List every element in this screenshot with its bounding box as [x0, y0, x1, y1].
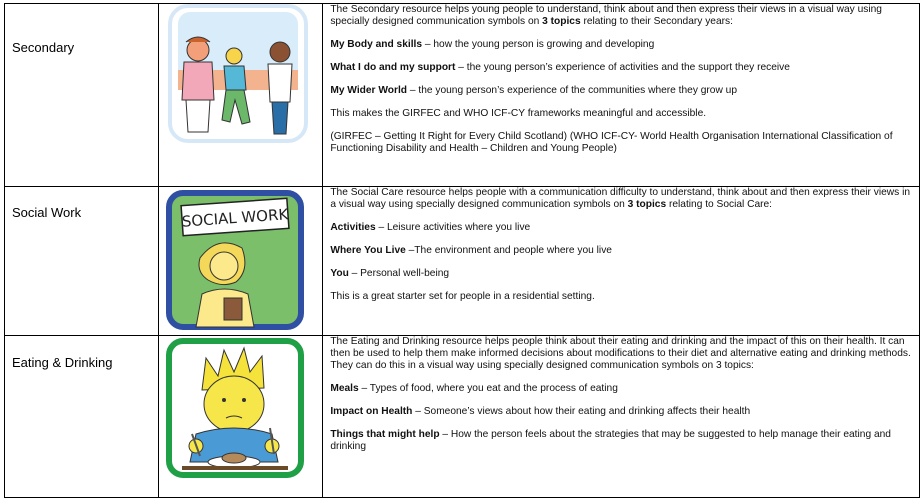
row-label-cell [5, 187, 159, 336]
image-cell [159, 336, 323, 498]
topic-desc: – Someone’s views about how their eating and drinking affects their health [412, 406, 751, 417]
resource-label: Social Work [12, 205, 82, 220]
topic-item [330, 85, 913, 97]
intro-paragraph [330, 336, 913, 372]
intro-text: The Eating and Drinking resource helps people think about their eating and drinking and the impact of this on their health. It can then be used to help them make informed decisions about modifications to their diet and alternative eating and drinking methods. They can do this in a visual way using specially designed communication symbols on 3 topics: [330, 336, 911, 371]
table-row [5, 4, 920, 187]
secondary-resource-illustration [168, 4, 322, 148]
topic-desc: – how the young person is growing and developing [422, 39, 655, 50]
topic-desc: – Leisure activities where you live [375, 222, 531, 233]
resource-description [323, 187, 919, 303]
note-paragraph: This makes the GIRFEC and WHO ICF-CY frameworks meaningful and accessible. [330, 108, 707, 119]
resources-table [4, 3, 920, 498]
topic-desc: –The environment and people where you live [405, 245, 612, 256]
intro-bold-text: 3 topics [627, 199, 667, 210]
resource-label: Eating & Drinking [12, 355, 113, 370]
topic-term: Activities [330, 222, 376, 233]
resource-label: Secondary [12, 40, 75, 55]
intro-bold-text: 3 topics [542, 16, 581, 27]
topic-term: My Wider World [330, 85, 408, 96]
note-paragraph: This is a great starter set for people in a residential setting. [330, 291, 595, 302]
topic-item [330, 39, 913, 51]
topic-item [330, 268, 913, 280]
topic-item [330, 383, 913, 395]
intro-paragraph [330, 4, 913, 28]
description-cell [323, 187, 920, 336]
description-cell [323, 4, 920, 187]
topic-term: You [330, 268, 349, 279]
intro-text: The Secondary resource helps young people to understand, think about and then express their views in a visual way using specially designed communication symbols on [330, 4, 882, 27]
note-paragraph: (GIRFEC – Getting It Right for Every Child Scotland) (WHO ICF-CY- World Health Organisation International Classification of Functioning Disability and Health – Children and Young People) [330, 131, 893, 154]
topic-desc: – Personal well-being [348, 268, 450, 279]
intro-text-end: relating to their Secondary years: [580, 16, 733, 27]
topic-term: Meals [330, 383, 359, 394]
social-work-resource-illustration [166, 190, 322, 335]
intro-text: The Social Care resource helps people with a communication difficulty to understand, think about and then express their views in a visual way using specially designed communication symbols on [330, 187, 911, 210]
topic-desc: – How the person feels about the strategies that may be suggested to help manage their eating and drinking [330, 429, 891, 452]
description-cell [323, 336, 920, 498]
topic-item [330, 62, 913, 74]
topic-term: My Body and skills [330, 39, 423, 50]
sign-text: SOCIAL WORK [181, 205, 289, 231]
topic-desc: – Types of food, where you eat and the process of eating [358, 383, 618, 394]
eating-drinking-resource-illustration [166, 338, 322, 483]
table-row [5, 336, 920, 498]
row-label-cell [5, 336, 159, 498]
image-cell [159, 4, 323, 187]
topic-term: Where You Live [330, 245, 406, 256]
topic-item [330, 245, 913, 257]
topic-desc: – the young person’s experience of the communities where they grow up [407, 85, 737, 96]
resource-description [323, 336, 919, 453]
resource-description [323, 4, 919, 155]
topic-desc: – the young person’s experience of activities and the support they receive [455, 62, 790, 73]
topic-term: Things that might help [330, 429, 440, 440]
intro-paragraph [330, 187, 913, 211]
topic-item [330, 222, 913, 234]
topic-term: What I do and my support [330, 62, 456, 73]
topic-item [330, 429, 913, 453]
topic-term: Impact on Health [330, 406, 413, 417]
image-cell [159, 187, 323, 336]
table-row [5, 187, 920, 336]
topic-item [330, 406, 913, 418]
intro-text-end: relating to Social Care: [666, 199, 773, 210]
row-label-cell [5, 4, 159, 187]
